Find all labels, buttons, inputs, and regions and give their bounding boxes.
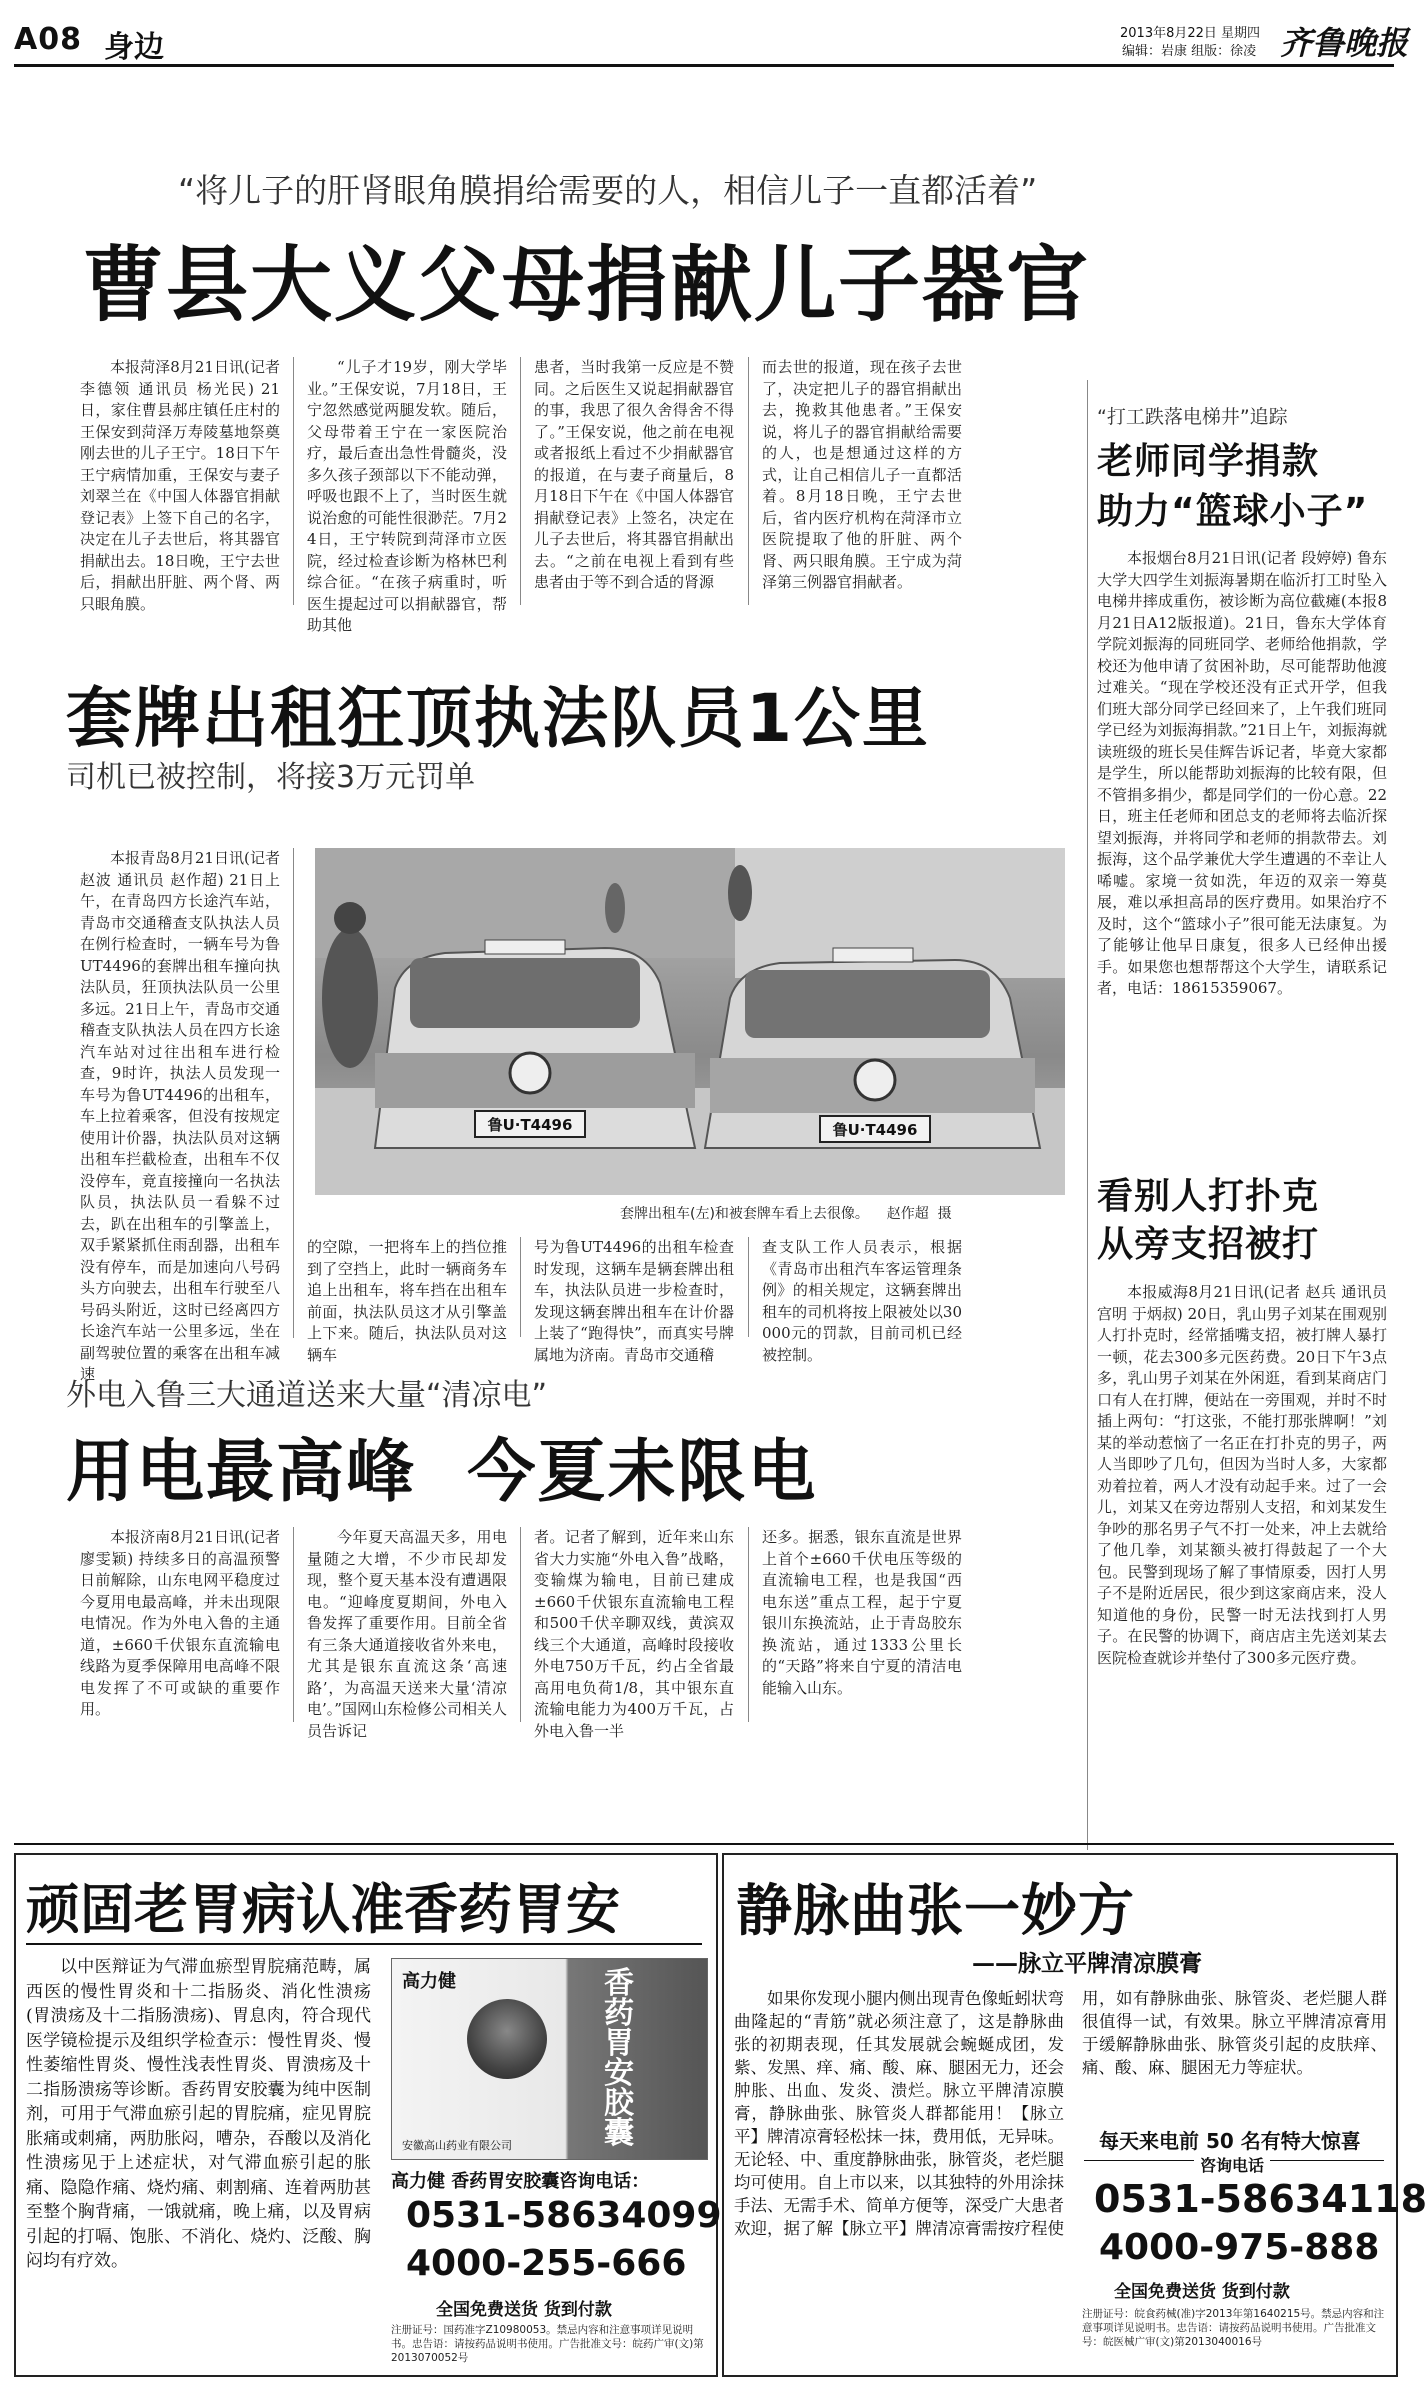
ad1-hotline-label: 高力健 香药胃安胶囊咨询电话： [391, 2171, 650, 2192]
ad1-phone1[interactable]: 0531-58634099 [406, 2195, 722, 2236]
story1-headline: 曹县大义父母捐献儿子器官 [82, 238, 1091, 333]
photo-caption: 套牌出租车(左)和被套牌车看上去很像。 赵作超 摄 [620, 1206, 952, 1222]
side1-headline-line2: 助力“篮球小子” [1097, 491, 1369, 532]
col-divider [293, 1527, 294, 1722]
taxi-photo [315, 848, 1065, 1195]
ad1-body: 以中医辩证为气滞血瘀型胃脘痛范畴，属西医的慢性胃炎和十二指肠炎、消化性溃疡(胃溃疡及十二指肠溃疡)、胃息肉，符合现代医学镜检提示及组织学检查示：慢性胃炎、慢性萎缩性胃炎、慢性浅表性胃炎、胃溃疡及十二指肠溃疡等诊断。香药胃安胶囊为纯中医制剂，可用于气滞血瘀引起的胃脘痛，症见胃脘胀痛或刺痛，两肋胀闷，嘈杂，吞酸以及消化性溃疡见于上述症状，对气滞血瘀引起的胀痛、隐隐作痛、烧灼痛、刺割痛、连着两肋甚至整个胸背痛，一饿就痛，晚上痛，以及胃病引起的打嗝、饱胀、不消化、烧灼、泛酸、胸闷均有疗效。 [26, 1957, 371, 2271]
ad-varicose-ointment [722, 1853, 1427, 2377]
ad-stomach-medicine [14, 1853, 722, 2377]
editor-credits: 编辑：岩康 组版：徐凌 [1122, 44, 1257, 59]
story1-kicker: “将儿子的肝肾眼角膜捐给需要的人，相信儿子一直都活着” [178, 171, 1038, 210]
ad1-delivery: 全国免费送货 货到付款 [436, 2300, 612, 2320]
story3-col1: 本报济南8月21日讯(记者 廖雯颖) 持续多日的高温预警日前解除，山东电网平稳度过今夏用电最高峰，并未出现限电情况。作为外电入鲁的主通道，±660千伏银东直流输电线路为夏季保障用电高峰不限电发挥了不可或缺的重要作用。 [80, 1528, 280, 1718]
story2-col3: 号为鲁UT4496的出租车检查时发现，这辆车是辆套牌出租车，执法队员进一步检查时，发现这辆套牌出租车在计价器上装了“跑得快”，而真实号牌属地为济南。青岛市交通稽 [534, 1238, 734, 1364]
ad2-fine-print: 注册证号：皖食药械(准)字2013年第1640215号。禁忌内容和注意事项详见说明书。忠告语：请按药品说明书使用。广告批准文号：皖医械广审(文)第2013040016号 [1082, 2308, 1385, 2348]
ad2-phone1[interactable]: 0531-58634118 [1094, 2177, 1427, 2221]
product-box [391, 1958, 708, 2160]
ad2-subhead: ——脉立平牌清凉膜膏 [972, 1951, 1202, 1977]
header-rule [14, 64, 1394, 67]
product-portrait [467, 1999, 547, 2079]
col-divider [520, 1237, 521, 1337]
issue-date: 2013年8月22日 星期四 [1120, 26, 1261, 41]
story3-col4: 还多。据悉，银东直流是世界上首个±660千伏电压等级的直流输电工程，也是我国“西电东送”重点工程，起于宁夏银川东换流站，止于青岛胶东换流站，通过1333公里长的“天路”将来自宁夏的清洁电能输入山东。 [762, 1528, 962, 1697]
ad2-body-right: 用，如有静脉曲张、脉管炎、老烂腿人群很值得一试，有效果。脉立平牌清凉膏用于缓解静脉曲张、脉管炎引起的皮肤痒、痛、酸、麻、腿困无力等症状。 [1082, 1989, 1387, 2077]
masthead-logo: 齐鲁晚报 [1280, 24, 1409, 62]
story2-col4: 查支队工作人员表示，根据《青岛市出租汽车客运管理条例》的相关规定，这辆套牌出租车的司机将按上限被处以30000元的罚款，目前司机已经被控制。 [762, 1238, 962, 1364]
story1-col1: 本报菏泽8月21日讯(记者 李德领 通讯员 杨光民) 21日，家住曹县郝庄镇任庄村的王保安到菏泽万寿陵墓地祭奠刚去世的儿子王宁。18日下午王宁病情加重，王保安与妻子刘翠兰在《中国人体器官捐献登记表》上签下自己的名字，决定在儿子去世后，将其器官捐献出去。18日晚，王宁去世后，捐献出肝脏、两个肾、两只眼角膜。 [80, 358, 280, 613]
plate-left: 鲁U·T4496 [487, 1116, 573, 1134]
ad2-headline: 静脉曲张一妙方 [736, 1879, 1135, 1944]
story1-col3: 患者，当时我第一反应是不赞同。之后医生又说起捐献器官的事，我思了很久舍得舍不得了。”王保安说，他之前在电视或者报纸上看过不少捐献器官的报道，在与妻子商量后，8月18日下午在《中国人体器官捐献登记表》上签名，决定在儿子去世后，将其器官捐献出去。“之前在电视上看到有些患者由于等不到合适的肾源 [534, 358, 734, 591]
product-title: 香药胃安胶囊 [604, 1966, 634, 2151]
page-number: A08 [14, 22, 82, 57]
side1-body: 本报烟台8月21日讯(记者 段婷婷) 鲁东大学大四学生刘振海暑期在临沂打工时坠入电梯井摔成重伤，被诊断为高位截瘫(本报8月21日A12版报道)。21日，鲁东大学体育学院刘振海的同班同学、老师给他捐款，学校还为他申请了贫困补助，尽可能帮助他渡过难关。“现在学校还没有正式开学，但我们班大部分同学已经回来了，上午我们班同学已经为刘振海捐款。”21日上午，刘振海就读班级的班长吴佳辉告诉记者，毕竟大家都是学生，所以能帮助刘振海的比较有限，但不管捐多捐少，都是同学们的一份心意。22日，班主任老师和团总支的老师将去临沂探望刘振海，并将同学和老师的捐款带去。刘振海，这个品学兼优大学生遭遇的不幸让人唏嘘。家境一贫如洗，年迈的双亲一筹莫展，难以承担高昂的医疗费用。如果治疗不及时，这个“篮球小子”很可能无法康复。为了能够让他早日康复，很多人已经伸出援手。如果您也想帮帮这个大学生，请联系记者，电话：18615359067。 [1097, 549, 1387, 997]
ads-top-rule [14, 1843, 1394, 1845]
ad2-body-left: 如果你发现小腿内侧出现青色像蚯蚓状弯曲隆起的“青筋”就必须注意了，这是静脉曲张的初期表现，任其发展就会蜿蜒成团，发紫、发黑、痒、痛、酸、麻、腿困无力，还会肿胀、出血、发炎、溃烂。脉立平牌清凉膜膏，静脉曲张、脉管炎人群都能用！【脉立平】牌清凉膏轻松抹一抹，费用低，无异味。无论轻、中、重度静脉曲张，脉管炎，老烂腿均可使用。自上市以来，以其独特的外用涂抹手法、无需手术、简单方便等，深受广大患者欢迎，据了解【脉立平】牌清凉膏需按疗程使 [734, 1989, 1064, 2238]
ad2-hotline-label: 咨询电话 [1194, 2153, 1270, 2176]
side2-headline-line1: 看别人打扑克 [1097, 1176, 1320, 1217]
ad1-headline: 顽固老胃病认准香药胃安 [26, 1878, 620, 1941]
story1-col4: 而去世的报道，现在孩子去世了，决定把儿子的器官捐献出去，挽救其他患者。”王保安说，将儿子的器官捐献给需要的人，也是想通过这样的方式，让自己相信儿子一直都活着。8月18日晚，王宁去世后，省内医疗机构在菏泽市立医院提取了他的肝脏、两个肾、两只眼角膜。王宁成为菏泽第三例器官捐献者。 [762, 358, 962, 591]
page-header [0, 0, 1409, 65]
story3-kicker: 外电入鲁三大通道送来大量“清凉电” [66, 1378, 548, 1413]
side1-kicker: “打工跌落电梯井”追踪 [1097, 406, 1288, 428]
ad1-divider [26, 1943, 702, 1945]
ad1-phone2[interactable]: 4000-255-666 [406, 2243, 687, 2284]
product-brand: 高力健 [402, 1971, 456, 1992]
ad2-phone2[interactable]: 4000-975-888 [1099, 2227, 1380, 2268]
story3-col2: 今年夏天高温天多，用电量随之大增，不少市民却发现，整个夏天基本没有遭遇限电。“迎峰度夏期间，外电入鲁发挥了重要作用。目前全省有三条大通道接收省外来电，尤其是银东直流这条‘高速路’，为高温天送来大量‘清凉电’。”国网山东检修公司相关人员告诉记 [307, 1528, 507, 1740]
section-name: 身边 [104, 30, 164, 65]
col-divider [748, 1237, 749, 1337]
story2-col2: 的空隙，一把将车上的挡位推到了空挡上，此时一辆商务车追上出租车，将车挡在出租车前面，执法队员这才从引擎盖上下来。随后，执法队员对这辆车 [307, 1238, 507, 1364]
ad2-promo: 每天来电前 50 名有特大惊喜 [1099, 2129, 1361, 2153]
product-company: 安徽高山药业有限公司 [402, 2139, 512, 2152]
story3-col3: 者。记者了解到，近年来山东省大力实施“外电入鲁”战略，变输煤为输电，目前已建成±660千伏银东直流输电工程和500千伏辛聊双线，黄滨双线三个大通道，高峰时段接收外电750万千瓦，约占全省最高用电负荷1/8，其中银东直流输电能力为400万千瓦，占外电入鲁一半 [534, 1528, 734, 1740]
story2-headline: 套牌出租狂顶执法队员1公里 [66, 680, 930, 757]
side2-headline-line2: 从旁支招被打 [1097, 1224, 1320, 1265]
right-column-divider [1087, 380, 1088, 1850]
side1-headline-line1: 老师同学捐款 [1097, 441, 1320, 482]
story1-col2: “儿子才19岁，刚大学毕业。”王保安说，7月18日，王宁忽然感觉两腿发软。随后，父母带着王宁在一家医院治疗，最后查出急性骨髓炎，没多久孩子颈部以下不能动弹，呼吸也跟不上了，当时医生就说治愈的可能性很渺茫。7月24日，王宁转院到菏泽市立医院，经过检查诊断为格林巴利综合征。“在孩子病重时，听医生提起过可以捐献器官，帮助其他 [307, 358, 507, 634]
ad2-delivery: 全国免费送货 货到付款 [1114, 2282, 1290, 2302]
plate-right: 鲁U·T4496 [832, 1121, 918, 1139]
story3-headline: 用电最高峰 今夏未限电 [66, 1433, 818, 1512]
col-divider [520, 357, 521, 605]
story2-col1: 本报青岛8月21日讯(记者 赵波 通讯员 赵作超) 21日上午，在青岛四方长途汽车站，青岛市交通稽查支队执法人员在例行检查时，一辆车号为鲁UT4496的套牌出租车撞向执法队员，狂顶执法队员一公里多远。21日上午，青岛市交通稽查支队执法人员在四方长途汽车站对过往出租车进行检查，9时许，执法人员发现一车号为鲁UT4496的出租车，车上拉着乘客，但没有按规定使用计价器，执法队员对这辆出租车拦截检查，出租车不仅没停车，竟直接撞向一名执法队员，执法队员一看躲不过去，趴在出租车的引擎盖上，双手紧紧抓住雨刮器，出租车没有停车，而是加速向八号码头方向驶去，出租车行驶至八号码头附近，这时已经离四方长途汽车站一公里多远，坐在副驾驶位置的乘客在出租车减速 [80, 849, 280, 1383]
side2-body: 本报威海8月21日讯(记者 赵兵 通讯员 宫明 于炳叔) 20日，乳山男子刘某在围观别人打扑克时，经常插嘴支招，被打牌人暴打一顿，花去300多元医药费。20日下午3点多，乳山男子刘某在外闲逛，看到某商店门口有人在打牌，便站在一旁围观，并时不时插上两句：“打这张，不能打那张牌啊！”刘某的举动惹恼了一名正在打扑克的男子，两人当即吵了几句，但因为当时人多，大家都劝着拉着，两人才没有动起手来。过了一会儿，刘某又在旁边帮别人支招，和刘某发生争吵的那名男子气不打一处来，冲上去就给了他几拳，刘某额头被打得鼓起了一个大包。民警到现场了解了事情原委，因打人男子不是附近居民，很少到这家商店来，没人知道他的身份，民警一时无法找到打人男子。在民警的协调下，商店店主先送刘某去医院检查就诊并垫付了300多元医疗费。 [1097, 1283, 1387, 1667]
col-divider [520, 1527, 521, 1722]
ad1-fine-print: 注册证号：国药准字Z10980053。禁忌内容和注意事项详见说明书。忠告语：请按药品说明书使用。广告批准文号：皖药广审(文)第2013070052号 [391, 2324, 704, 2364]
col-divider [748, 357, 749, 605]
taxi-photo-illustration [315, 848, 1065, 1195]
col-divider [293, 357, 294, 605]
story2-subhead: 司机已被控制，将接3万元罚单 [66, 760, 476, 795]
col-divider [748, 1527, 749, 1722]
col-divider [293, 848, 294, 1338]
